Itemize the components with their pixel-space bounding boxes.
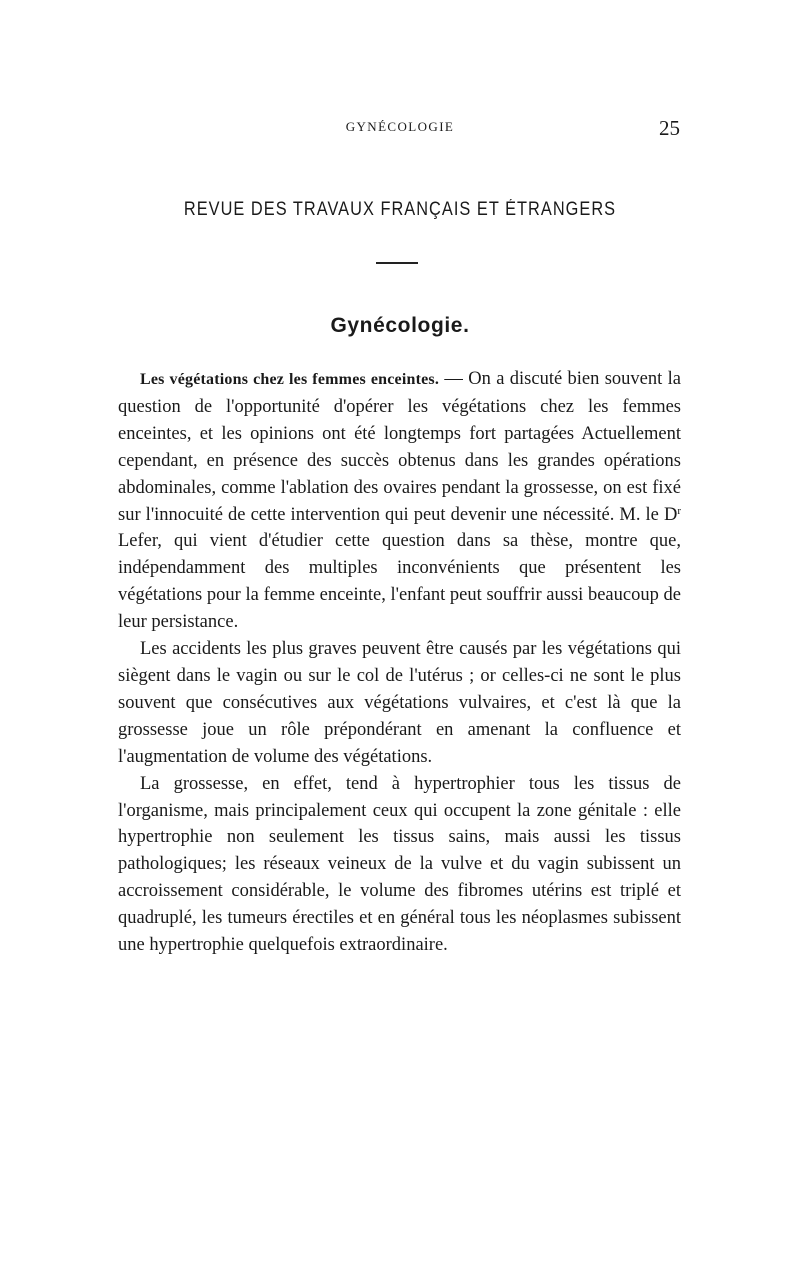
title-divider-rule [376,262,418,264]
page-number: 25 [659,116,680,140]
running-header [0,116,800,140]
running-title: GYNÉCOLOGIE [345,119,455,134]
paragraph-3: La grossesse, en effet, tend à hypertrophier tous les tissus de l'organisme, mais principalement ceux qui occupent la zone génitale : elle hypertrophie non seulement les tissus sains, mais aussi les tissus pathologiques; les réseaux veineux de la vulve et du vagin subissent un accroissement considérable, le volume des fibromes utérins est triplé et quadruplé, les tumeurs érectiles et en général tous les néoplasmes subissent une hypertrophie quelquefois extraordinaire. [118,773,681,956]
article-lead-title: Les végétations chez les femmes enceintes. [140,371,440,388]
paragraph-1-text-start: — On a discuté bien souvent la question de l'opportunité d'opérer les végétations chez les femmes enceintes, et les opinions ont été longtemps fort partagées Actuellement cependant, en présence des succès obtenus dans les grandes opérations abdominales, comme l'ablation des ovaires pendant la grossesse, on est fixé sur l'innocuité de cette intervention qui peut devenir une nécessité. M. le D [118,369,681,525]
doctor-abbreviation-superscript: r [677,504,681,517]
paragraph-1 [118,366,681,636]
paragraph-2: Les accidents les plus graves peuvent être causés par les végétations qui siègent dans le vagin ou sur le col de l'utérus ; or celles-ci ne sont le plus souvent que consécutives aux végétations vulvaires, et c'est là que la grossesse joue un rôle prépondérant en amenant la confluence et l'augmentation de volume des végétations. [118,639,681,767]
subsection-title: Gynécologie. [330,314,470,337]
paragraph-1-text-end: Lefer, qui vient d'étudier cette question dans sa thèse, montre que, indépendamment des multiples inconvénients que présentent les végétations pour la femme enceinte, l'enfant peut souffrir aussi beaucoup de leur persistance. [118,531,681,633]
section-title: REVUE DES TRAVAUX FRANÇAIS ET ÉTRANGERS [183,199,617,220]
article-body [118,366,681,959]
